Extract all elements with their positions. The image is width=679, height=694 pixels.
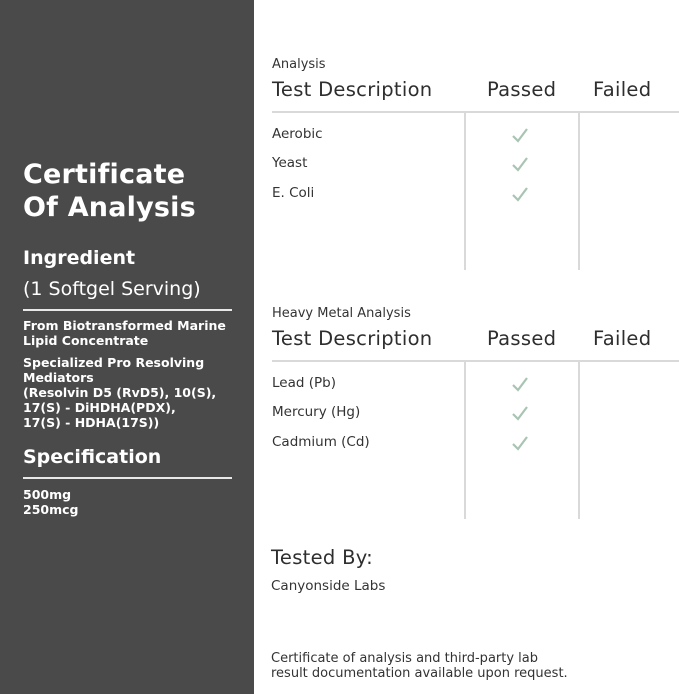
title-line-2: Of Analysis [23, 192, 196, 223]
specification-heading: Specification [23, 446, 162, 468]
sidebar [0, 0, 254, 694]
check-icon [511, 155, 529, 173]
footnote-line-2: result documentation available upon request. [271, 666, 568, 681]
heavy-metal-row-label: Cadmium (Cd) [272, 434, 370, 450]
certificate-title [23, 158, 243, 224]
specification-values [23, 487, 238, 517]
ingredient-source [23, 318, 238, 348]
check-icon [511, 375, 529, 393]
analysis-section-label: Analysis [272, 57, 326, 72]
analysis-header-rule [272, 111, 679, 113]
heavy-metal-header-rule [272, 360, 679, 362]
heavy-metal-col-divider-1 [464, 361, 466, 519]
spm-line-2: Mediators [23, 370, 94, 385]
analysis-header-passed: Passed [487, 78, 557, 101]
analysis-col-divider-1 [464, 112, 466, 270]
heavy-metal-col-divider-2 [578, 361, 580, 519]
spm-line-1: Specialized Pro Resolving [23, 355, 205, 370]
analysis-col-divider-2 [578, 112, 580, 270]
ingredient-line-1: From Biotransformed Marine [23, 318, 226, 333]
heavy-metal-section-label: Heavy Metal Analysis [272, 306, 411, 321]
check-icon [511, 126, 529, 144]
spm-line-3: (Resolvin D5 (RvD5), 10(S), [23, 385, 217, 400]
spm-description [23, 355, 238, 430]
title-line-1: Certificate [23, 159, 186, 190]
serving-size: (1 Softgel Serving) [23, 278, 201, 300]
main-content [254, 0, 679, 694]
analysis-header-description: Test Description [272, 78, 433, 101]
spm-line-5: 17(S) - HDHA(17S)) [23, 415, 160, 430]
tested-by-heading: Tested By: [271, 546, 374, 569]
analysis-row-label: Aerobic [272, 126, 323, 142]
heavy-metal-header-failed: Failed [593, 327, 652, 350]
check-icon [511, 434, 529, 452]
heavy-metal-header-description: Test Description [272, 327, 433, 350]
ingredient-divider [23, 309, 232, 311]
lab-name: Canyonside Labs [271, 578, 386, 594]
ingredient-line-2: Lipid Concentrate [23, 333, 149, 348]
specification-divider [23, 477, 232, 479]
analysis-row-label: E. Coli [272, 185, 315, 201]
spec-line-1: 500mg [23, 487, 72, 502]
ingredient-heading: Ingredient [23, 247, 136, 269]
heavy-metal-row-label: Mercury (Hg) [272, 404, 361, 420]
spec-line-2: 250mcg [23, 502, 79, 517]
heavy-metal-row-label: Lead (Pb) [272, 375, 336, 391]
analysis-row-label: Yeast [272, 155, 308, 171]
footnote-line-1: Certificate of analysis and third-party lab [271, 651, 539, 666]
check-icon [511, 185, 529, 203]
check-icon [511, 404, 529, 422]
heavy-metal-header-passed: Passed [487, 327, 557, 350]
spm-line-4: 17(S) - DiHDHA(PDX), [23, 400, 176, 415]
footnote [271, 651, 601, 681]
analysis-header-failed: Failed [593, 78, 652, 101]
